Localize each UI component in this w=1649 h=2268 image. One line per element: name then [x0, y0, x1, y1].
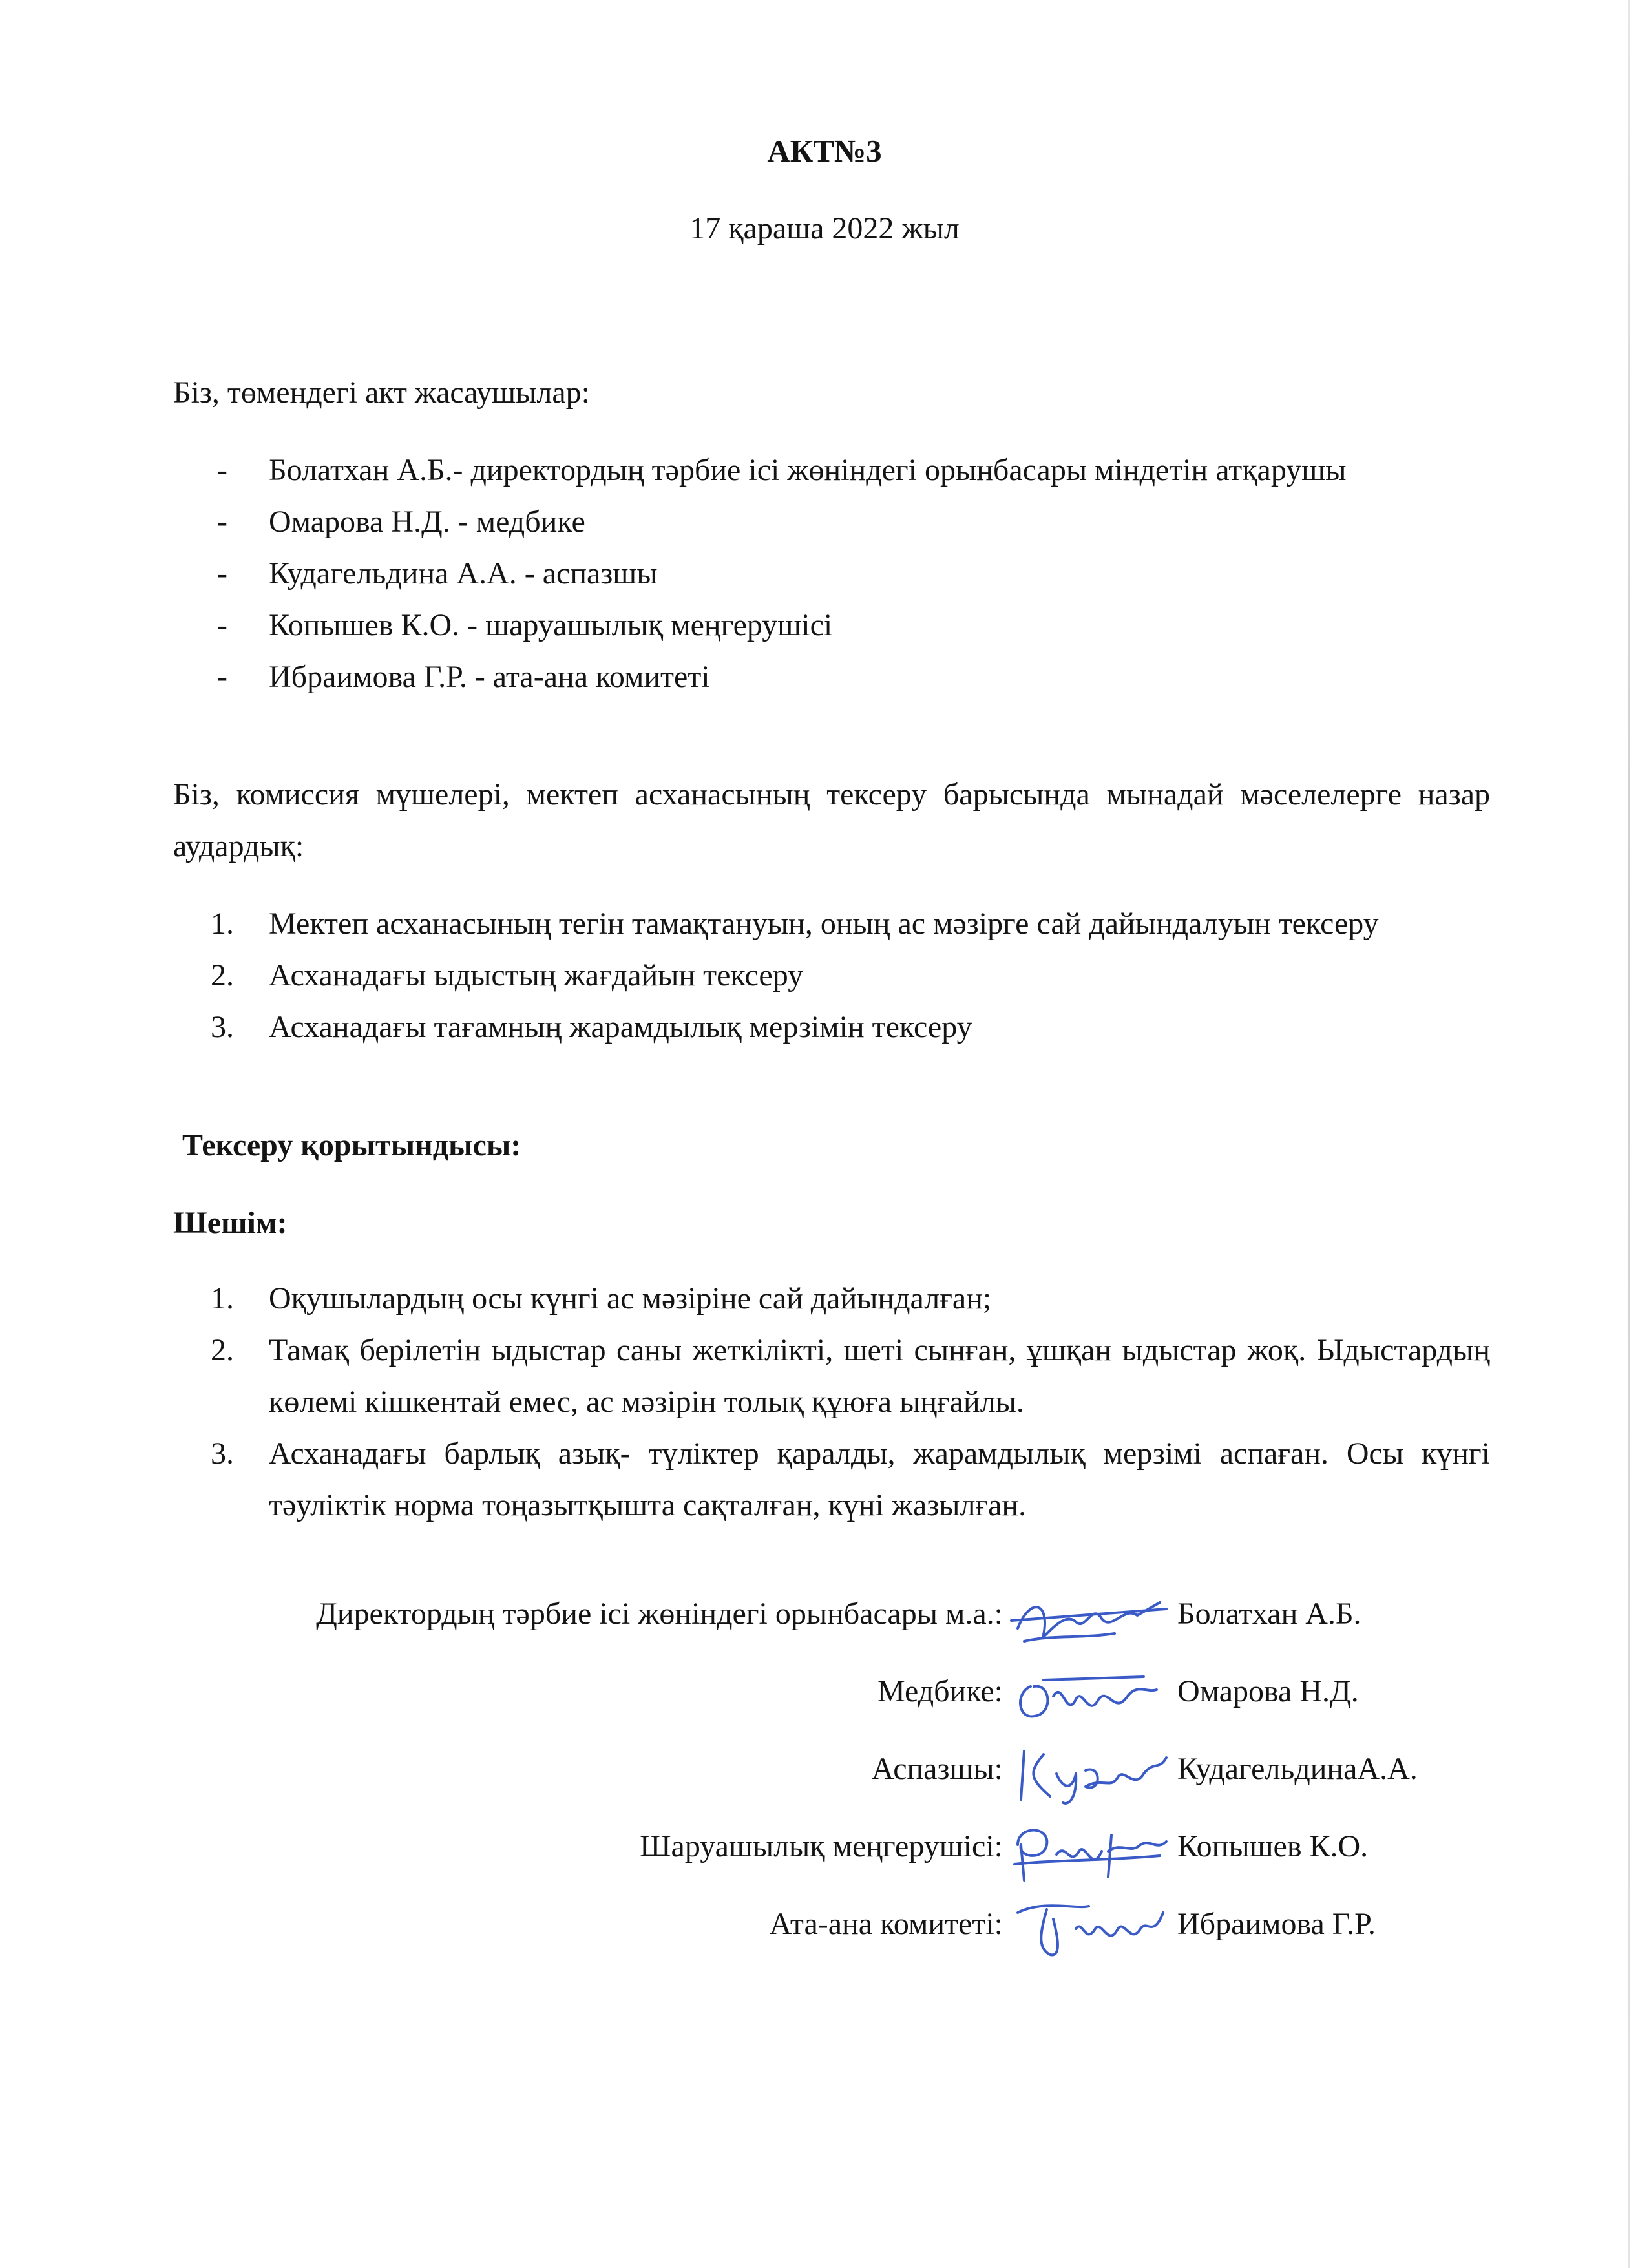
intro-line: Біз, төмендегі акт жасаушылар: — [173, 375, 590, 410]
signer-name: КудагельдинаА.А. — [1177, 1752, 1418, 1786]
signer-role: Аспазшы: — [871, 1752, 1003, 1786]
document-title: АКТ№3 — [767, 133, 882, 169]
decision-text: Тамақ берілетін ыдыстар саны жеткілікті, шеті сынған, ұшқан ыдыстар жоқ. Ыдыстардың көлемі кішкентай емес, ас мәзірін толық құюға ыңғайлы. — [269, 1333, 1490, 1419]
list-item — [173, 496, 1490, 548]
list-item — [173, 1273, 1490, 1325]
item-number: 2. — [211, 1333, 234, 1367]
list-item — [173, 445, 1490, 496]
issue-text: Асханадағы тағамның жарамдылық мерзімін тексеру — [269, 1010, 972, 1044]
signature-row — [0, 1661, 1649, 1732]
signature-row — [0, 1583, 1649, 1654]
document-date: 17 қараша 2022 жыл — [689, 211, 960, 246]
list-item — [173, 600, 1490, 651]
handwritten-signature — [1005, 1893, 1173, 1964]
members-list — [173, 445, 1490, 703]
member-text: Копышев К.О. - шаруашылық меңгерушісі — [269, 608, 833, 642]
signer-name: Копышев К.О. — [1177, 1829, 1369, 1864]
item-number: 1. — [211, 1281, 234, 1316]
issue-text: Мектеп асханасының тегін тамақтануын, оның ас мәзірге сай дайындалуын тексеру — [269, 907, 1379, 941]
item-number: 3. — [211, 1436, 234, 1471]
signer-role: Ата-ана комитеті: — [769, 1907, 1003, 1941]
signer-name: Ибраимова Г.Р. — [1177, 1907, 1376, 1941]
results-heading: Тексеру қорытындысы: — [182, 1128, 521, 1162]
signer-role: Медбике: — [877, 1674, 1003, 1708]
list-item — [173, 950, 1490, 1002]
member-text: Ибраимова Г.Р. - ата-ана комитеті — [269, 660, 710, 694]
decision-heading: Шешім: — [173, 1206, 288, 1240]
list-item — [173, 651, 1490, 703]
issues-list — [173, 898, 1490, 1053]
handwritten-signature — [1005, 1583, 1173, 1654]
signature-row — [0, 1816, 1649, 1887]
signature-row — [0, 1893, 1649, 1964]
item-number: 3. — [211, 1010, 234, 1044]
handwritten-signature — [1005, 1816, 1173, 1887]
item-number: 1. — [211, 907, 234, 941]
list-item — [173, 1002, 1490, 1053]
bullet-dash: - — [217, 505, 227, 539]
bullet-dash: - — [217, 556, 227, 591]
member-text: Болатхан А.Б.- директордың тәрбие ісі жөніндегі орынбасары міндетін атқарушы — [269, 453, 1347, 487]
member-text: Омарова Н.Д. - медбике — [269, 505, 585, 539]
decisions-list — [173, 1273, 1490, 1531]
signer-role: Директордың тәрбие ісі жөніндегі орынбасары м.а.: — [316, 1597, 1003, 1631]
list-item — [173, 898, 1490, 950]
list-item — [173, 1325, 1490, 1428]
list-item — [173, 548, 1490, 600]
handwritten-signature — [1005, 1661, 1173, 1732]
signer-name: Болатхан А.Б. — [1177, 1597, 1361, 1631]
bullet-dash: - — [217, 608, 227, 642]
decision-text: Асханадағы барлық азық- түліктер қаралды, жарамдылық мерзімі аспаған. Осы күнгі тәуліктік норма тоңазытқышта сақталған, күні жазылған. — [269, 1436, 1490, 1522]
signature-row — [0, 1738, 1649, 1809]
bullet-dash: - — [217, 453, 227, 487]
decision-text: Оқушылардың осы күнгі ас мәзіріне сай дайындалған; — [269, 1281, 992, 1316]
member-text: Кудагельдина А.А. - аспазшы — [269, 556, 658, 591]
bullet-dash: - — [217, 660, 227, 694]
item-number: 2. — [211, 958, 234, 992]
handwritten-signature — [1005, 1738, 1173, 1809]
signer-role: Шаруашылық меңгерушісі: — [640, 1829, 1003, 1864]
list-item — [173, 1428, 1490, 1531]
commission-paragraph: Біз, комиссия мүшелері, мектеп асханасының тексеру барысында мынадай мәселелерге назар аудардық: — [173, 777, 1490, 863]
signer-name: Омарова Н.Д. — [1177, 1674, 1359, 1708]
issue-text: Асханадағы ыдыстың жағдайын тексеру — [269, 958, 804, 992]
